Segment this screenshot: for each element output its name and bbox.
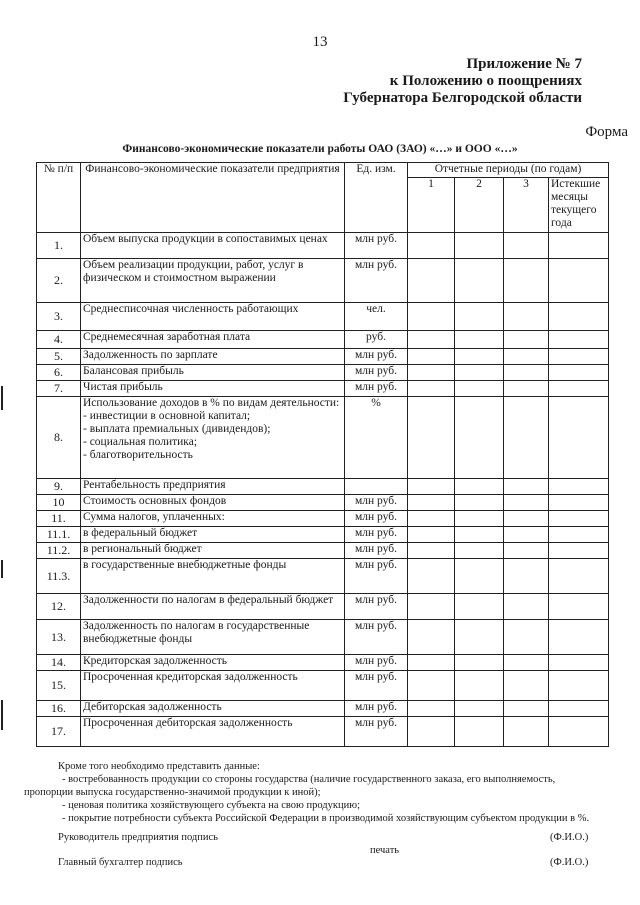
period-1-cell[interactable]	[408, 233, 455, 259]
row-unit: млн руб.	[345, 543, 408, 559]
head-fio: (Ф.И.О.)	[550, 832, 589, 843]
row-indicator: Кредиторская задолженность	[81, 655, 345, 671]
col-header-period-1: 1	[408, 178, 455, 233]
row-number: 7.	[37, 381, 81, 397]
table-row	[37, 349, 609, 365]
period-2-cell[interactable]	[455, 397, 504, 479]
period-1-cell[interactable]	[408, 495, 455, 511]
row-number: 11.3.	[37, 559, 81, 594]
row-indicator: Среднемесячная заработная плата	[81, 331, 345, 349]
indicators-table	[36, 162, 609, 747]
row-unit: млн руб.	[345, 349, 408, 365]
table-row	[37, 559, 609, 594]
current-year-cell[interactable]	[549, 655, 609, 671]
period-3-cell[interactable]	[504, 717, 549, 747]
row-unit: млн руб.	[345, 381, 408, 397]
table-row	[37, 233, 609, 259]
row-indicator: Дебиторская задолженность	[81, 701, 345, 717]
row-indicator: Задолженности по налогам в федеральный бюджет	[81, 594, 345, 620]
period-2-cell[interactable]	[455, 717, 504, 747]
period-3-cell[interactable]	[504, 671, 549, 701]
row-unit: млн руб.	[345, 655, 408, 671]
row-unit: млн руб.	[345, 233, 408, 259]
period-2-cell[interactable]	[455, 543, 504, 559]
stamp-label: печать	[370, 845, 400, 856]
row-indicator: Задолженность по налогам в государственные внебюджетные фонды	[81, 620, 345, 655]
row-indicator: Использование доходов в % по видам деятельности: - инвестиции в основной капитал; - выплата премиальных (дивидендов); - социальная политика; - благотворительность	[81, 397, 345, 479]
appendix-line-2: к Положению о поощрениях	[389, 73, 582, 89]
period-3-cell[interactable]	[504, 594, 549, 620]
period-2-cell[interactable]	[455, 671, 504, 701]
period-1-cell[interactable]	[408, 365, 455, 381]
row-number: 8.	[37, 397, 81, 479]
head-signature: Руководитель предприятия подпись	[58, 832, 218, 843]
row-number: 9.	[37, 479, 81, 495]
row-unit	[345, 479, 408, 495]
current-year-cell[interactable]	[549, 511, 609, 527]
table-row	[37, 259, 609, 303]
row-unit: млн руб.	[345, 620, 408, 655]
scan-margin-mark	[1, 700, 3, 730]
period-3-cell[interactable]	[504, 543, 549, 559]
current-year-cell[interactable]	[549, 259, 609, 303]
row-unit: руб.	[345, 331, 408, 349]
row-indicator: Среднесписочная численность работающих	[81, 303, 345, 331]
period-2-cell[interactable]	[455, 479, 504, 495]
period-1-cell[interactable]	[408, 701, 455, 717]
table-row	[37, 397, 609, 479]
period-3-cell[interactable]	[504, 349, 549, 365]
row-indicator: Просроченная кредиторская задолженность	[81, 671, 345, 701]
current-year-cell[interactable]	[549, 479, 609, 495]
period-1-cell[interactable]	[408, 559, 455, 594]
period-3-cell[interactable]	[504, 655, 549, 671]
table-row	[37, 331, 609, 349]
row-unit: млн руб.	[345, 671, 408, 701]
period-2-cell[interactable]	[455, 303, 504, 331]
scan-margin-mark	[1, 386, 3, 410]
period-2-cell[interactable]	[455, 527, 504, 543]
period-1-cell[interactable]	[408, 479, 455, 495]
row-unit: млн руб.	[345, 511, 408, 527]
period-3-cell[interactable]	[504, 495, 549, 511]
row-indicator: в региональный бюджет	[81, 543, 345, 559]
notes-intro: Кроме того необходимо представить данные:	[58, 761, 260, 772]
row-number: 10	[37, 495, 81, 511]
appendix-line-1: Приложение № 7	[466, 56, 582, 72]
current-year-cell[interactable]	[549, 594, 609, 620]
period-3-cell[interactable]	[504, 381, 549, 397]
period-1-cell[interactable]	[408, 381, 455, 397]
row-indicator: в государственные внебюджетные фонды	[81, 559, 345, 594]
period-3-cell[interactable]	[504, 259, 549, 303]
table-row	[37, 701, 609, 717]
period-1-cell[interactable]	[408, 620, 455, 655]
period-3-cell[interactable]	[504, 331, 549, 349]
row-number: 13.	[37, 620, 81, 655]
period-3-cell[interactable]	[504, 701, 549, 717]
row-number: 15.	[37, 671, 81, 701]
notes-item-1-line-1: - востребованность продукции со стороны государства (наличие государственного заказа, его выполняемость,	[62, 774, 556, 785]
period-2-cell[interactable]	[455, 559, 504, 594]
row-number: 11.2.	[37, 543, 81, 559]
period-2-cell[interactable]	[455, 331, 504, 349]
row-unit: млн руб.	[345, 594, 408, 620]
row-unit: чел.	[345, 303, 408, 331]
period-1-cell[interactable]	[408, 527, 455, 543]
row-unit: млн руб.	[345, 365, 408, 381]
col-header-current-year: Истекшие месяцы текущего года	[549, 178, 609, 233]
scan-margin-mark	[1, 560, 3, 578]
period-3-cell[interactable]	[504, 365, 549, 381]
row-indicator: Балансовая прибыль	[81, 365, 345, 381]
row-number: 3.	[37, 303, 81, 331]
row-indicator: в федеральный бюджет	[81, 527, 345, 543]
row-unit: млн руб.	[345, 259, 408, 303]
period-1-cell[interactable]	[408, 671, 455, 701]
period-3-cell[interactable]	[504, 303, 549, 331]
current-year-cell[interactable]	[549, 543, 609, 559]
row-unit: %	[345, 397, 408, 479]
row-number: 4.	[37, 331, 81, 349]
period-3-cell[interactable]	[504, 511, 549, 527]
current-year-cell[interactable]	[549, 620, 609, 655]
table-row	[37, 303, 609, 331]
table-row	[37, 543, 609, 559]
row-number: 5.	[37, 349, 81, 365]
row-unit: млн руб.	[345, 495, 408, 511]
current-year-cell[interactable]	[549, 701, 609, 717]
accountant-signature: Главный бухгалтер подпись	[58, 857, 183, 868]
period-2-cell[interactable]	[455, 655, 504, 671]
period-3-cell[interactable]	[504, 527, 549, 543]
current-year-cell[interactable]	[549, 527, 609, 543]
row-indicator: Объем выпуска продукции в сопоставимых ценах	[81, 233, 345, 259]
row-number: 1.	[37, 233, 81, 259]
row-unit: млн руб.	[345, 527, 408, 543]
row-unit: млн руб.	[345, 559, 408, 594]
table-row	[37, 365, 609, 381]
table-row	[37, 620, 609, 655]
col-header-number: № п/п	[37, 163, 81, 233]
period-2-cell[interactable]	[455, 495, 504, 511]
current-year-cell[interactable]	[549, 331, 609, 349]
current-year-cell[interactable]	[549, 233, 609, 259]
notes-item-3: - покрытие потребности субъекта Российской Федерации в производимой хозяйствующим субъектом продукции в %.	[62, 813, 590, 824]
current-year-cell[interactable]	[549, 495, 609, 511]
table-row	[37, 511, 609, 527]
table-row	[37, 655, 609, 671]
form-label: Форма	[585, 124, 628, 140]
period-2-cell[interactable]	[455, 701, 504, 717]
row-indicator: Рентабельность предприятия	[81, 479, 345, 495]
period-1-cell[interactable]	[408, 511, 455, 527]
period-3-cell[interactable]	[504, 479, 549, 495]
table-row	[37, 479, 609, 495]
period-2-cell[interactable]	[455, 381, 504, 397]
table-row	[37, 495, 609, 511]
current-year-cell[interactable]	[549, 671, 609, 701]
period-1-cell[interactable]	[408, 331, 455, 349]
col-header-period-3: 3	[504, 178, 549, 233]
period-2-cell[interactable]	[455, 620, 504, 655]
period-1-cell[interactable]	[408, 717, 455, 747]
period-2-cell[interactable]	[455, 233, 504, 259]
period-3-cell[interactable]	[504, 233, 549, 259]
table-row	[37, 594, 609, 620]
current-year-cell[interactable]	[549, 717, 609, 747]
accountant-fio: (Ф.И.О.)	[550, 857, 589, 868]
current-year-cell[interactable]	[549, 397, 609, 479]
row-number: 11.	[37, 511, 81, 527]
period-2-cell[interactable]	[455, 349, 504, 365]
row-indicator: Стоимость основных фондов	[81, 495, 345, 511]
current-year-cell[interactable]	[549, 303, 609, 331]
col-header-periods: Отчетные периоды (по годам)	[408, 163, 609, 178]
appendix-heading	[343, 56, 582, 107]
period-2-cell[interactable]	[455, 365, 504, 381]
period-2-cell[interactable]	[455, 259, 504, 303]
period-1-cell[interactable]	[408, 349, 455, 365]
current-year-cell[interactable]	[549, 381, 609, 397]
table-row	[37, 381, 609, 397]
col-header-indicators: Финансово-экономические показатели предприятия	[81, 163, 345, 233]
period-1-cell[interactable]	[408, 594, 455, 620]
notes-item-2: - ценовая политика хозяйствующего субъекта на свою продукцию;	[62, 800, 360, 811]
notes-item-1-line-2: пропорции выпуска государственно-значимой продукции к иной);	[24, 787, 321, 798]
col-header-unit: Ед. изм.	[345, 163, 408, 233]
row-unit: млн руб.	[345, 717, 408, 747]
period-1-cell[interactable]	[408, 303, 455, 331]
period-3-cell[interactable]	[504, 620, 549, 655]
period-1-cell[interactable]	[408, 543, 455, 559]
row-indicator: Объем реализации продукции, работ, услуг в физическом и стоимостном выражении	[81, 259, 345, 303]
row-number: 17.	[37, 717, 81, 747]
table-row	[37, 717, 609, 747]
col-header-period-2: 2	[455, 178, 504, 233]
period-1-cell[interactable]	[408, 655, 455, 671]
notes-block	[24, 760, 618, 825]
row-indicator: Сумма налогов, уплаченных:	[81, 511, 345, 527]
current-year-cell[interactable]	[549, 365, 609, 381]
period-1-cell[interactable]	[408, 397, 455, 479]
period-1-cell[interactable]	[408, 259, 455, 303]
period-2-cell[interactable]	[455, 511, 504, 527]
period-3-cell[interactable]	[504, 559, 549, 594]
row-number: 12.	[37, 594, 81, 620]
row-number: 6.	[37, 365, 81, 381]
table-row	[37, 527, 609, 543]
row-number: 11.1.	[37, 527, 81, 543]
row-unit: млн руб.	[345, 701, 408, 717]
appendix-line-3: Губернатора Белгородской области	[343, 90, 582, 106]
row-indicator: Чистая прибыль	[81, 381, 345, 397]
period-2-cell[interactable]	[455, 594, 504, 620]
document-title: Финансово-экономические показатели работы ОАО (ЗАО) «…» и ООО «…»	[122, 143, 518, 155]
row-number: 16.	[37, 701, 81, 717]
current-year-cell[interactable]	[549, 349, 609, 365]
period-3-cell[interactable]	[504, 397, 549, 479]
row-number: 2.	[37, 259, 81, 303]
row-indicator: Просроченная дебиторская задолженность	[81, 717, 345, 747]
page-number: 13	[312, 34, 328, 50]
row-number: 14.	[37, 655, 81, 671]
row-indicator: Задолженность по зарплате	[81, 349, 345, 365]
table-row	[37, 671, 609, 701]
current-year-cell[interactable]	[549, 559, 609, 594]
